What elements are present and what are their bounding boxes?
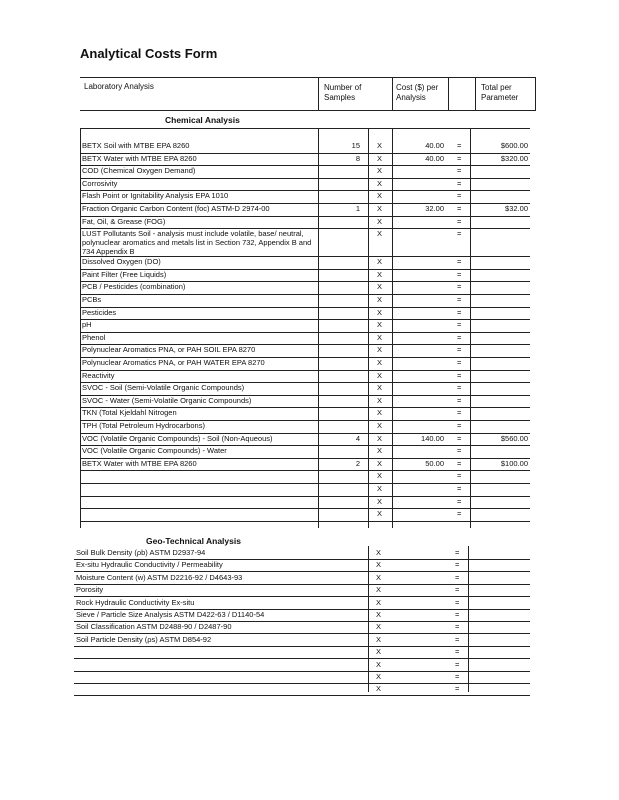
equals-sign: = [457, 395, 462, 405]
equals-sign: = [457, 307, 462, 317]
cost-value: 140.00 [421, 433, 444, 443]
num-samples-header: Number of Samples [324, 83, 362, 102]
x-mark: X [376, 647, 382, 657]
equals-sign: = [457, 433, 462, 443]
x-mark: X [377, 178, 383, 188]
row-rule [80, 483, 530, 484]
cost-value: 50.00 [425, 458, 444, 468]
row-rule [80, 294, 530, 295]
x-mark: X [376, 560, 382, 570]
equals-sign: = [455, 659, 460, 669]
x-mark: X [377, 458, 383, 468]
equals-sign: = [455, 597, 460, 607]
total-value: $560.00 [500, 433, 528, 443]
row-label: Flash Point or Ignitability Analysis EPA 1010 [82, 191, 229, 201]
row-label: BETX Water with MTBE EPA 8260 [82, 458, 197, 468]
x-mark: X [377, 471, 383, 481]
x-mark: X [376, 659, 382, 669]
equals-sign: = [455, 672, 460, 681]
x-mark: X [377, 153, 383, 163]
equals-sign: = [457, 269, 462, 279]
row-label: VOC (Volatile Organic Compounds) - Water [82, 446, 227, 456]
equals-sign: = [457, 332, 462, 342]
equals-sign: = [457, 509, 462, 519]
x-mark: X [377, 295, 383, 304]
geo-heading: Geo-Technical Analysis [146, 536, 241, 546]
total-left-edge [470, 128, 471, 528]
row-label: SVOC - Soil (Semi-Volatile Organic Compounds) [82, 383, 245, 393]
row-label: Soil Classification ASTM D2488-90 / D2487-90 [76, 622, 232, 632]
x-mark: X [377, 395, 383, 405]
header-divider [392, 77, 393, 111]
row-label: Paint Filter (Free Liquids) [82, 269, 167, 279]
x-mark: X [376, 548, 382, 557]
x-mark: X [377, 191, 383, 201]
equals-sign: = [457, 204, 462, 213]
header-top-rule [80, 77, 536, 78]
x-mark: X [377, 358, 383, 367]
cost-left-edge [392, 128, 393, 528]
equals-sign: = [455, 622, 460, 632]
row-rule [74, 646, 530, 647]
x-mark: X [377, 257, 383, 267]
x-mark: X [377, 408, 383, 418]
row-label: Polynuclear Aromatics PNA, or PAH WATER EPA 8270 [82, 358, 265, 367]
equals-sign: = [455, 572, 460, 582]
header-divider [535, 77, 536, 111]
x-mark: X [377, 141, 383, 150]
row-label: PCBs [82, 295, 102, 304]
x-mark: X [377, 370, 383, 380]
x-mark: X [376, 585, 382, 595]
equals-sign: = [455, 634, 460, 644]
row-rule [74, 671, 530, 672]
x-mark: X [377, 307, 383, 317]
x-mark: X [376, 672, 382, 681]
row-label: BETX Water with MTBE EPA 8260 [82, 153, 197, 163]
equals-sign: = [457, 471, 462, 481]
total-value: $32.00 [505, 204, 528, 213]
x-mark: X [377, 269, 383, 279]
x-mark: X [376, 610, 382, 619]
x-mark: X [376, 622, 382, 632]
row-label: COD (Chemical Oxygen Demand) [82, 166, 196, 176]
x-mark: X [377, 421, 383, 430]
x-mark: X [377, 332, 383, 342]
section-rule [80, 128, 530, 129]
row-label: BETX Soil with MTBE EPA 8260 [82, 141, 190, 150]
equals-sign: = [457, 421, 462, 430]
equals-sign: = [457, 166, 462, 176]
row-label: SVOC - Water (Semi-Volatile Organic Compounds) [82, 395, 252, 405]
row-label: Corrosivity [82, 178, 118, 188]
equals-sign: = [457, 153, 462, 163]
equals-sign: = [457, 141, 462, 150]
row-label: TKN (Total Kjeldahl Nitrogen [82, 408, 177, 418]
x-mark: X [377, 166, 383, 176]
equals-sign: = [455, 548, 460, 557]
x-mark: X [377, 229, 383, 239]
equals-sign: = [457, 282, 462, 292]
x-mark: X [377, 204, 383, 213]
x-column-edge [368, 128, 369, 528]
row-rule [74, 584, 530, 585]
row-label: Fat, Oil, & Grease (FOG) [82, 216, 166, 226]
equals-sign: = [457, 370, 462, 380]
sample-count: 8 [355, 153, 360, 163]
row-label: Fraction Organic Carbon Content (foc) ASTM-D 2974-00 [82, 204, 270, 213]
x-mark: X [376, 597, 382, 607]
page-title: Analytical Costs Form [80, 46, 218, 61]
x-mark: X [377, 216, 383, 226]
total-header: Total per Parameter [481, 83, 519, 102]
equals-sign: = [457, 358, 462, 367]
row-label: Pesticides [82, 307, 117, 317]
cost-value: 40.00 [425, 153, 444, 163]
x-mark: X [376, 634, 382, 644]
geo-x-column-edge [368, 546, 369, 692]
total-value: $100.00 [500, 458, 528, 468]
row-label: Soil Particle Density (ρs) ASTM D854-92 [76, 634, 212, 644]
row-rule [80, 307, 530, 308]
equals-sign: = [457, 458, 462, 468]
equals-sign: = [457, 383, 462, 393]
equals-sign: = [457, 216, 462, 226]
equals-sign: = [457, 345, 462, 355]
x-mark: X [377, 446, 383, 456]
cost-header: Cost ($) per Analysis [396, 83, 439, 102]
equals-sign: = [455, 684, 460, 694]
x-mark: X [377, 484, 383, 493]
row-rule [80, 470, 530, 471]
table-header [80, 78, 535, 111]
x-mark: X [377, 320, 383, 330]
x-mark: X [377, 345, 383, 355]
equals-sign: = [457, 320, 462, 330]
total-value: $600.00 [500, 141, 528, 150]
geo-total-left-edge [468, 546, 469, 692]
row-label: Porosity [76, 585, 104, 595]
equals-sign: = [457, 229, 462, 239]
row-label: Phenol [82, 332, 106, 342]
row-rule [80, 521, 530, 522]
row-label: LUST Pollutants Soil - analysis must include volatile, base/ neutral, polynuclear aromatics and metals list in Section 732, Appendix B and 734 Appendix B [82, 229, 312, 257]
x-mark: X [377, 282, 383, 292]
equals-sign: = [455, 610, 460, 619]
equals-sign: = [455, 585, 460, 595]
x-mark: X [377, 433, 383, 443]
row-label: Ex-situ Hydraulic Conductivity / Permeability [76, 560, 223, 570]
x-mark: X [377, 509, 383, 519]
row-label: TPH (Total Petroleum Hydrocarbons) [82, 421, 205, 430]
row-rule [80, 370, 530, 371]
equals-sign: = [457, 484, 462, 493]
row-rule [80, 508, 530, 509]
row-label: PCB / Pesticides (combination) [82, 282, 186, 292]
row-label: Rock Hydraulic Conductivity Ex-situ [76, 597, 195, 607]
row-rule [74, 683, 530, 684]
x-mark: X [377, 496, 383, 506]
samples-left-edge [318, 128, 319, 528]
row-rule [74, 658, 530, 659]
equals-sign: = [457, 446, 462, 456]
equals-sign: = [457, 496, 462, 506]
row-label: Soil Bulk Density (ρb) ASTM D2937-94 [76, 548, 206, 557]
row-rule [80, 332, 530, 333]
x-mark: X [376, 684, 382, 694]
row-label: Sieve / Particle Size Analysis ASTM D422-63 / D1140-54 [76, 610, 265, 619]
row-label: Moisture Content (w) ASTM D2216-92 / D4643-93 [76, 572, 243, 582]
row-label: Reactivity [82, 370, 115, 380]
row-rule [80, 178, 530, 179]
row-rule [74, 695, 530, 696]
equals-sign: = [457, 191, 462, 201]
x-mark: X [377, 383, 383, 393]
x-mark: X [376, 572, 382, 582]
row-label: VOC (Volatile Organic Compounds) - Soil (Non-Aqueous) [82, 433, 273, 443]
header-divider [475, 77, 476, 111]
cost-value: 32.00 [425, 204, 444, 213]
equals-sign: = [455, 647, 460, 657]
equals-sign: = [457, 257, 462, 267]
row-label: Dissolved Oxygen (DO) [82, 257, 161, 267]
row-label: Polynuclear Aromatics PNA, or PAH SOIL EPA 8270 [82, 345, 256, 355]
lab-analysis-header: Laboratory Analysis [84, 82, 154, 91]
row-label: pH [82, 320, 92, 330]
cost-value: 40.00 [425, 141, 444, 150]
total-value: $320.00 [500, 153, 528, 163]
row-rule [80, 319, 530, 320]
equals-sign: = [457, 408, 462, 418]
header-divider [318, 77, 319, 111]
equals-sign: = [457, 178, 462, 188]
sample-count: 15 [351, 141, 360, 150]
equals-sign: = [455, 560, 460, 570]
row-rule [80, 496, 530, 497]
equals-sign: = [457, 295, 462, 304]
sample-count: 4 [355, 433, 360, 443]
sample-count: 2 [355, 458, 360, 468]
chemical-heading: Chemical Analysis [165, 115, 240, 125]
header-divider [448, 77, 449, 111]
table-left-edge [80, 128, 81, 528]
sample-count: 1 [355, 204, 360, 213]
